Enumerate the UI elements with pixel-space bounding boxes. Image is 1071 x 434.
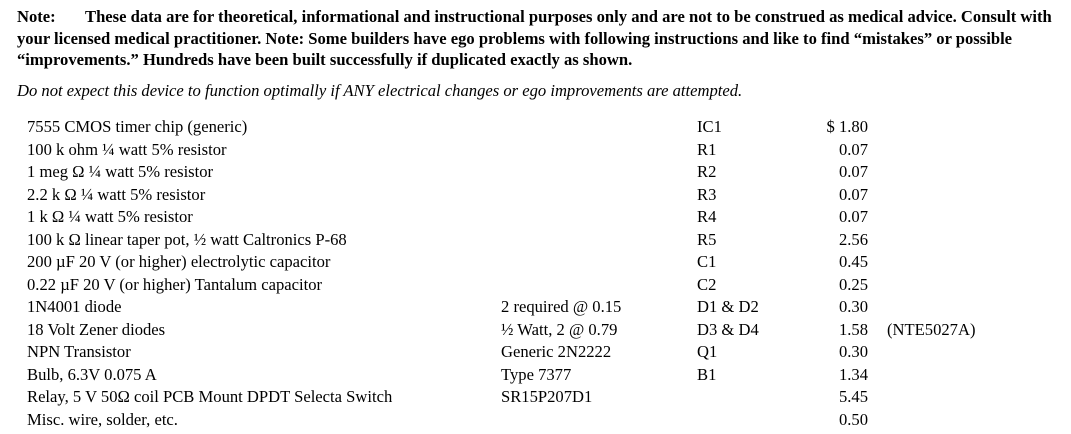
part-price: 0.07 [838,162,868,181]
parts-row [0,297,1071,320]
parts-row [0,185,1071,208]
part-description: Bulb, 6.3V 0.075 A [27,364,157,384]
parts-list [0,117,1071,432]
part-reference: R3 [697,184,717,204]
part-price: 5.45 [838,387,868,406]
parts-row [0,365,1071,388]
part-description: 2.2 k Ω ¼ watt 5% resistor [27,184,206,204]
disclaimer: Do not expect this device to function optimally if ANY electrical changes or ego improvements are attempted. [17,81,743,100]
parts-row [0,342,1071,365]
part-reference: Q1 [697,342,718,361]
part-price: 1.58 [838,319,868,339]
parts-row [0,162,1071,185]
part-reference: IC1 [697,117,722,136]
part-description: 18 Volt Zener diodes [27,319,166,339]
parts-row [0,410,1071,433]
part-note: ½ Watt, 2 @ 0.79 [501,319,618,339]
part-price: 0.30 [838,297,868,316]
parts-row [0,117,1071,140]
part-price: 2.56 [838,229,868,249]
part-description: Misc. wire, solder, etc. [27,409,178,429]
part-price: 0.50 [838,409,868,429]
part-price: 0.30 [838,342,868,361]
part-description: Relay, 5 V 50Ω coil PCB Mount DPDT Selecta Switch [27,387,393,406]
part-price: $ 1.80 [826,117,868,136]
part-extra: (NTE5027A) [887,319,976,339]
part-price: 0.45 [838,252,868,271]
part-description: 100 k ohm ¼ watt 5% resistor [27,139,227,159]
part-description: 1 k Ω ¼ watt 5% resistor [27,207,193,226]
part-reference: R4 [697,207,717,226]
part-description: 0.22 µF 20 V (or higher) Tantalum capacitor [27,274,323,294]
part-reference: B1 [697,364,717,384]
part-description: 200 µF 20 V (or higher) electrolytic capacitor [27,252,331,271]
part-reference: R1 [697,139,717,159]
part-note: 2 required @ 0.15 [501,297,622,316]
part-reference: R2 [697,162,717,181]
part-price: 1.34 [838,364,868,384]
part-reference: D3 & D4 [697,319,759,339]
parts-row [0,320,1071,343]
part-description: NPN Transistor [27,342,131,361]
part-description: 7555 CMOS timer chip (generic) [27,117,248,136]
note-text: These data are for theoretical, informational and instructional purposes only and are not to be construed as medical advice. Consult with your licensed medical practitioner. Note: Some builders have ego problems with following instructions and like to find “mistakes” or possible “improvements.” Hundreds have been built successfully if duplicated exactly as shown. [17,7,1052,69]
part-price: 0.07 [838,139,868,159]
part-reference: R5 [697,229,717,249]
part-reference: C2 [697,274,717,294]
part-description: 1 meg Ω ¼ watt 5% resistor [27,162,214,181]
note-paragraph [17,6,1057,71]
part-reference: C1 [697,252,717,271]
note-lead: Note: [17,7,56,26]
parts-row [0,140,1071,163]
part-note: Type 7377 [501,364,572,384]
parts-row [0,275,1071,298]
part-note: Generic 2N2222 [501,342,612,361]
part-note: SR15P207D1 [501,387,593,406]
parts-row [0,230,1071,253]
part-price: 0.07 [838,184,868,204]
parts-row [0,387,1071,410]
part-description: 1N4001 diode [27,297,122,316]
parts-row [0,207,1071,230]
part-price: 0.25 [838,274,868,294]
part-description: 100 k Ω linear taper pot, ½ watt Caltronics P-68 [27,229,347,249]
part-reference: D1 & D2 [697,297,759,316]
part-price: 0.07 [838,207,868,226]
parts-row [0,252,1071,275]
